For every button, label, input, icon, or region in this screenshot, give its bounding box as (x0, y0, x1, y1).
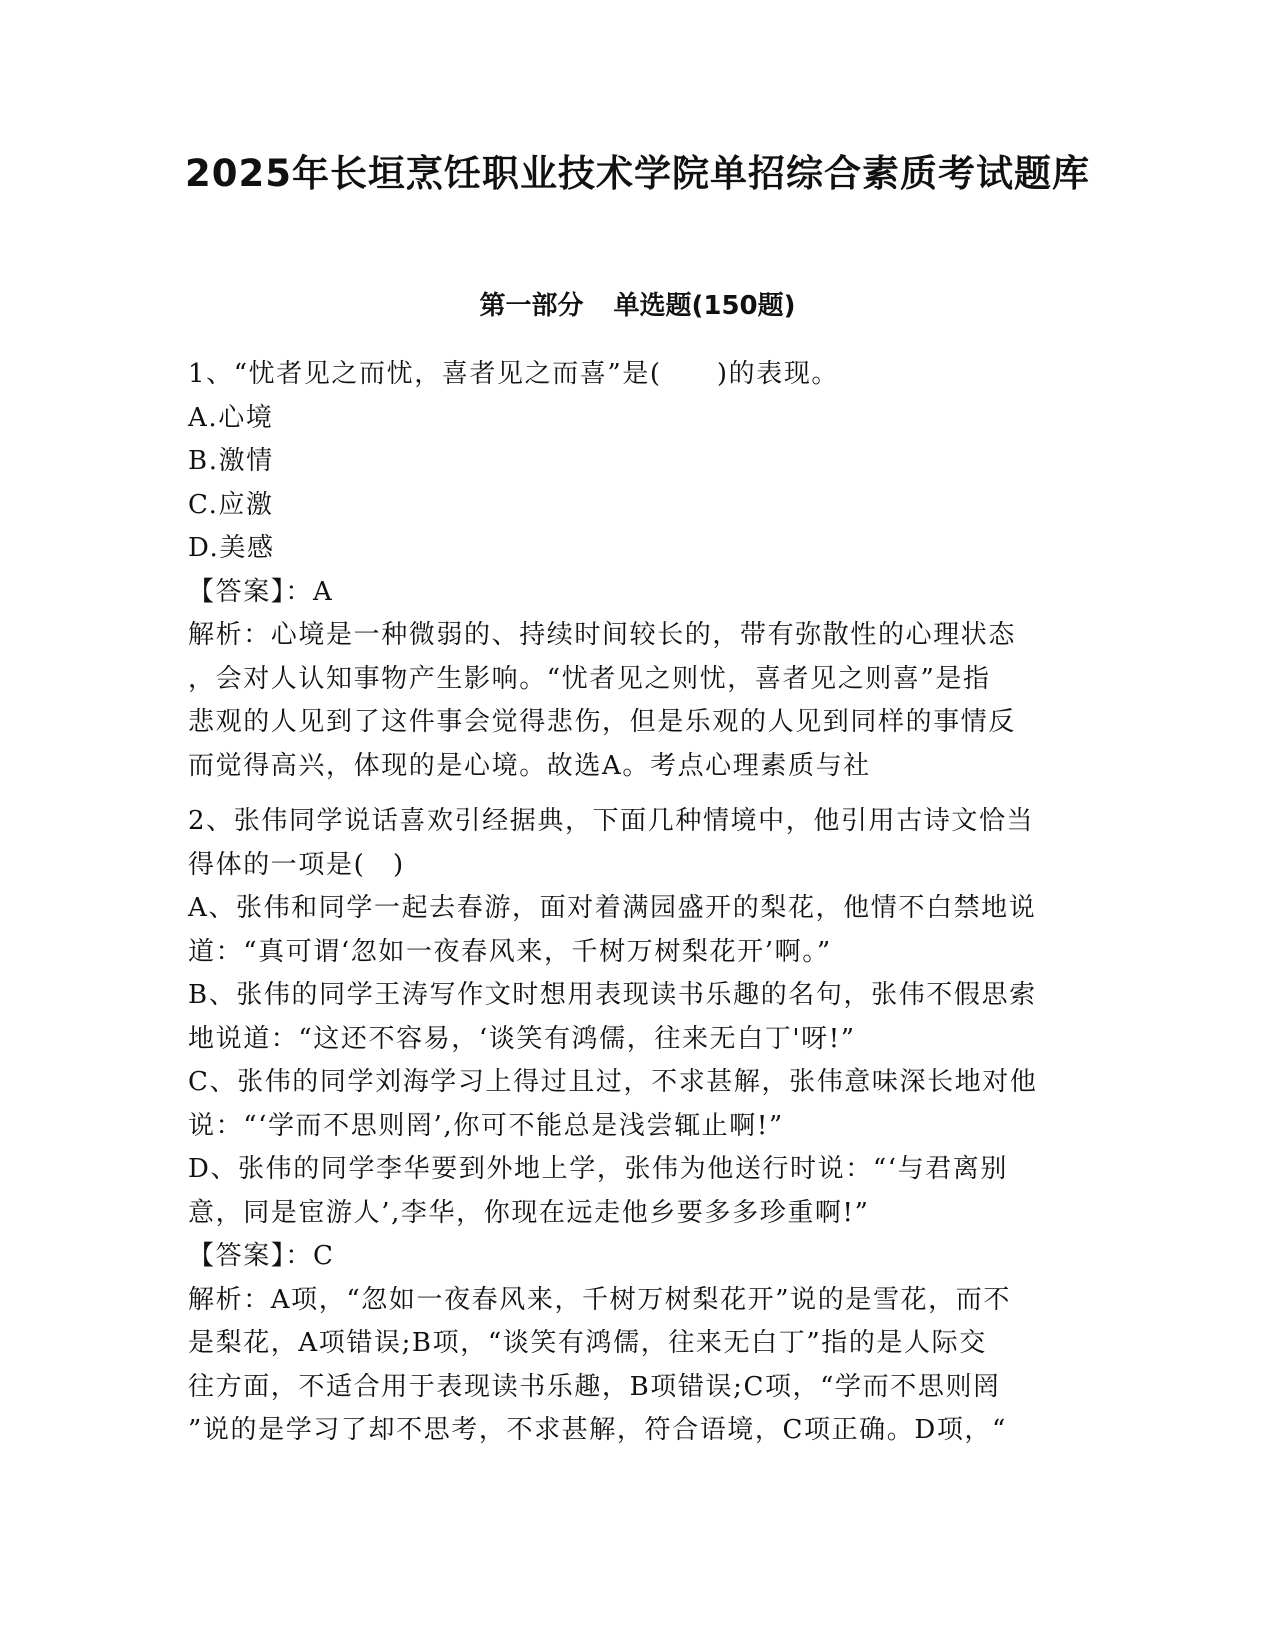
analysis-line: 解析：心境是一种微弱的、持续时间较长的，带有弥散性的心理状态 (188, 620, 1017, 650)
option-line: A、张伟和同学一起去春游，面对着满园盛开的梨花，他情不白禁地说 (188, 893, 1037, 923)
option-line: C.应激 (188, 489, 274, 520)
answer-line: 【答案】：C (188, 1241, 335, 1271)
analysis-line: ，会对人认知事物产生影响。“忧者见之则忧，喜者见之则喜”是指 (188, 663, 991, 694)
analysis-line: ”说的是学习了却不思考，不求甚解，符合语境，C项正确。D项，“ (188, 1415, 1007, 1445)
option-line: C、张伟的同学刘海学习上得过且过，不求甚解，张伟意味深长地对他 (188, 1067, 1038, 1097)
analysis-line: 往方面，不适合用于表现读书乐趣，B项错误;C项，“学而不思则罔 (188, 1371, 1001, 1402)
option-line: 道：“真可谓‘忽如一夜春风来，千树万树梨花开’啊。” (188, 936, 832, 967)
question-1 (188, 353, 1088, 788)
section-heading (0, 286, 1275, 326)
question-stem-line: 2、张伟同学说话喜欢引经据典，下面几种情境中，他引用古诗文恰当 (188, 806, 1035, 836)
option-line: 地说道：“这还不容易，‘谈笑有鸿儒，往来无白丁'呀!” (188, 1023, 856, 1054)
analysis-line: 而觉得高兴，体现的是心境。故选A。考点心理素质与社 (188, 750, 871, 781)
question-separator (188, 788, 1088, 800)
option-line: B.激情 (188, 446, 274, 476)
option-line: A.心境 (188, 402, 274, 433)
analysis-line: 解析：A项，“忽如一夜春风来，千树万树梨花开”说的是雪花，而不 (188, 1284, 1011, 1315)
question-stem-line: 1、“忧者见之而忧，喜者见之而喜”是( )的表现。 (188, 359, 840, 389)
analysis-line: 悲观的人见到了这件事会觉得悲伤，但是乐观的人见到同样的事情反 (188, 707, 1017, 737)
question-list (188, 353, 1088, 1453)
section-name: 单选题(150题) (613, 291, 796, 321)
option-line: B、张伟的同学王涛写作文时想用表现读书乐趣的名句，张伟不假思索 (188, 980, 1037, 1010)
section-label: 第一部分 (479, 291, 584, 321)
document-title: 2025年长垣烹饪职业技术学院单招综合素质考试题库 (185, 152, 1090, 195)
option-line: D、张伟的同学李华要到外地上学，张伟为他送行时说：“‘与君离别 (188, 1154, 1009, 1184)
option-line: D.美感 (188, 533, 275, 563)
option-line: 意，同是宦游人’,李华，你现在远走他乡要多多珍重啊!” (188, 1197, 870, 1228)
option-line: 说：“‘学而不思则罔’,你可不能总是浅尝辄止啊!” (188, 1110, 784, 1141)
analysis-line: 是梨花，A项错误;B项，“谈笑有鸿儒，往来无白丁”指的是人际交 (188, 1328, 987, 1358)
answer-line: 【答案】：A (188, 576, 334, 607)
question-2 (188, 800, 1088, 1453)
question-stem-line: 得体的一项是( ) (188, 849, 405, 880)
